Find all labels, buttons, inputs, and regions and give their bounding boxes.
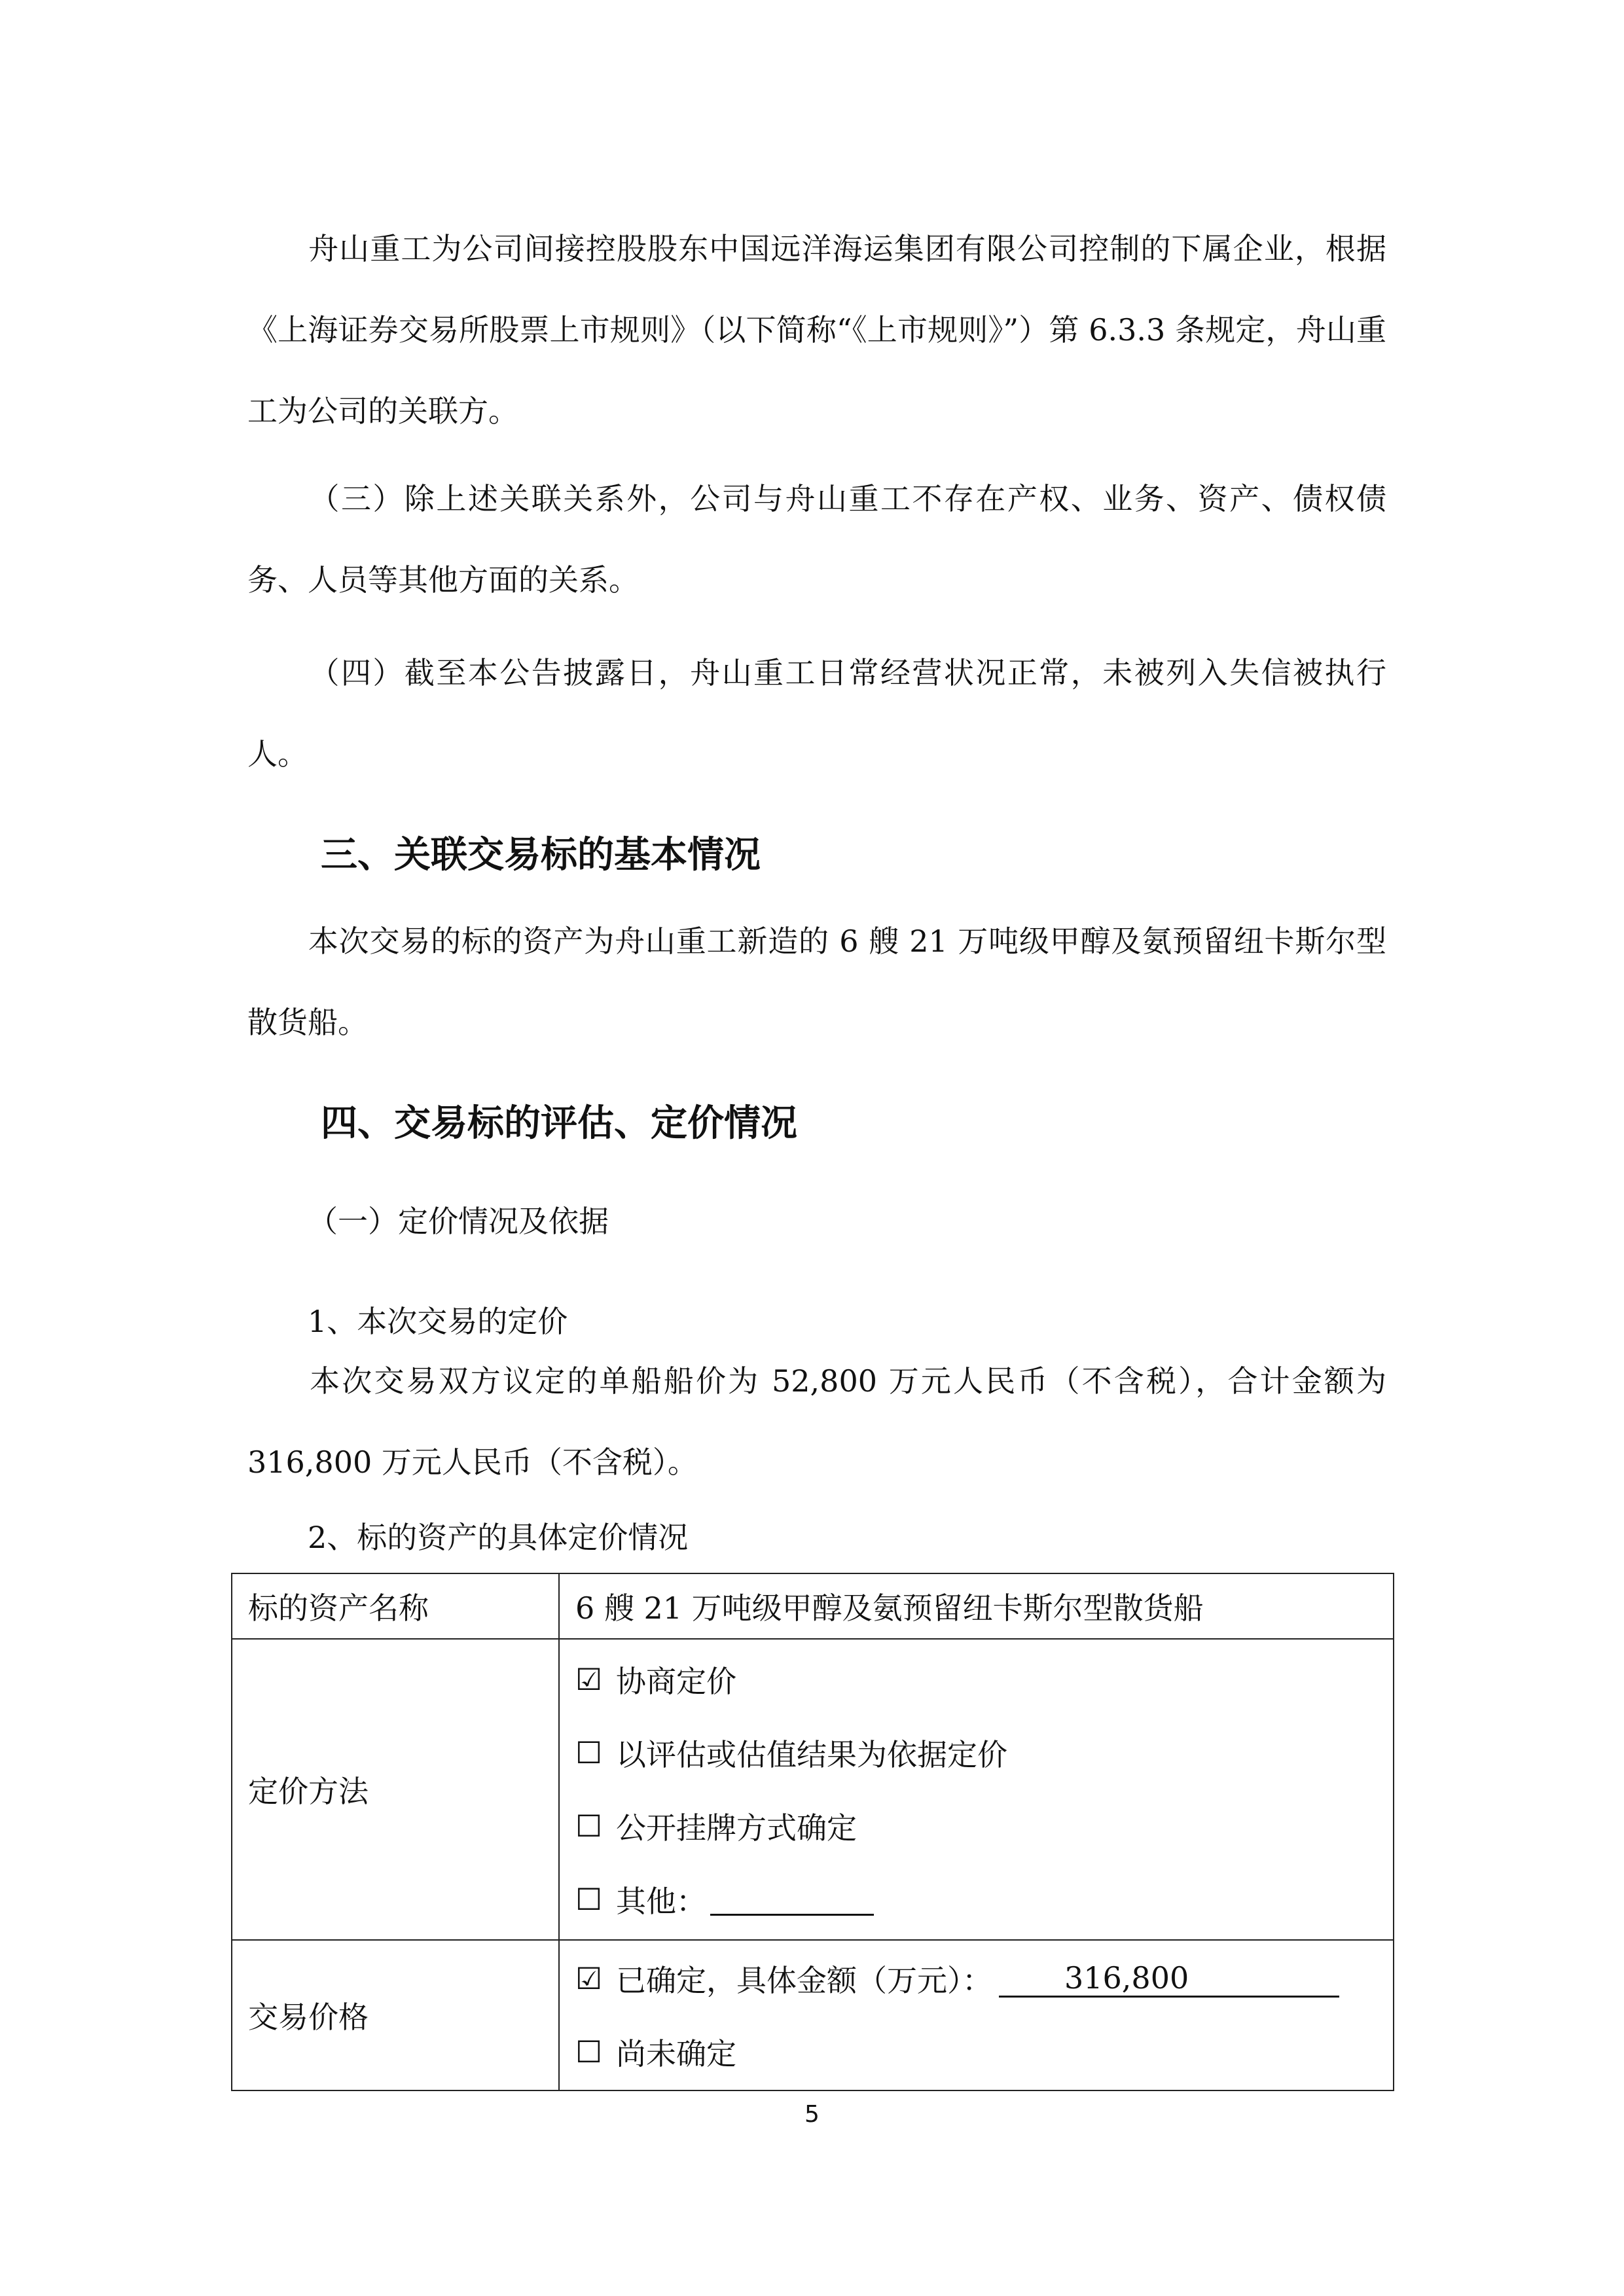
table-row <box>232 1639 1394 1940</box>
transaction-price-options <box>559 1940 1394 2090</box>
paragraph-no-other-relation: （三）除上述关联关系外，公司与舟山重工不存在产权、业务、资产、债权债务、人员等其他方面的关系。 <box>247 481 1386 598</box>
option-other: ☐ 其他： <box>575 1863 1377 1936</box>
table-row <box>232 1573 1394 1639</box>
pricing-method-label: 定价方法 <box>232 1639 559 1940</box>
unchecked-box-icon: ☐ <box>575 1735 603 1770</box>
section-heading-3: 三、关联交易标的基本情况 <box>321 834 761 876</box>
option-appraisal-based: ☐ 以评估或估值结果为依据定价 <box>575 1735 1007 1772</box>
asset-name-value: 6 艘 21 万吨级甲醇及氨预留纽卡斯尔型散货船 <box>559 1573 1394 1639</box>
subheading-pricing-basis: （一）定价情况及依据 <box>308 1204 609 1239</box>
section-heading-4: 四、交易标的评估、定价情况 <box>321 1102 797 1145</box>
pricing-table <box>231 1573 1394 2091</box>
pricing-method-options <box>559 1639 1394 1940</box>
option-public-listing: ☐ 公开挂牌方式确定 <box>575 1808 857 1846</box>
option-confirmed-price: ☑ 已确定，具体金额（万元）： 316,800 <box>575 1942 1377 2015</box>
item-asset-pricing-detail: 2、标的资产的具体定价情况 <box>308 1520 689 1555</box>
option-negotiated: ☑ 协商定价 <box>575 1662 736 1699</box>
paragraph-target-asset: 本次交易的标的资产为舟山重工新造的 6 艘 21 万吨级甲醇及氨预留纽卡斯尔型散货船。 <box>247 924 1386 1040</box>
other-blank-line <box>710 1884 874 1916</box>
unchecked-box-icon: ☐ <box>575 1808 603 1844</box>
page-number: 5 <box>804 2101 820 2128</box>
option-not-confirmed: ☐ 尚未确定 <box>575 2034 736 2072</box>
unchecked-box-icon: ☐ <box>575 1882 603 1917</box>
transaction-price-label: 交易价格 <box>232 1940 559 2090</box>
asset-name-label: 标的资产名称 <box>232 1573 559 1639</box>
checked-box-icon: ☑ <box>575 1662 603 1697</box>
unchecked-box-icon: ☐ <box>575 2034 603 2070</box>
item-transaction-pricing: 1、本次交易的定价 <box>308 1304 568 1339</box>
table-row <box>232 1940 1394 2090</box>
price-amount: 316,800 <box>999 1960 1339 1998</box>
paragraph-operating-status: （四）截至本公告披露日，舟山重工日常经营状况正常，未被列入失信被执行人。 <box>247 655 1386 772</box>
paragraph-ship-price: 本次交易双方议定的单船船价为 52,800 万元人民币（不含税），合计金额为 316,800 万元人民币（不含税）。 <box>247 1363 1386 1480</box>
checked-box-icon: ☑ <box>575 1961 603 1996</box>
paragraph-related-party: 舟山重工为公司间接控股股东中国远洋海运集团有限公司控制的下属企业，根据《上海证券交易所股票上市规则》（以下简称“《上市规则》”）第 6.3.3 条规定，舟山重工为公司的关联方。 <box>247 231 1386 429</box>
